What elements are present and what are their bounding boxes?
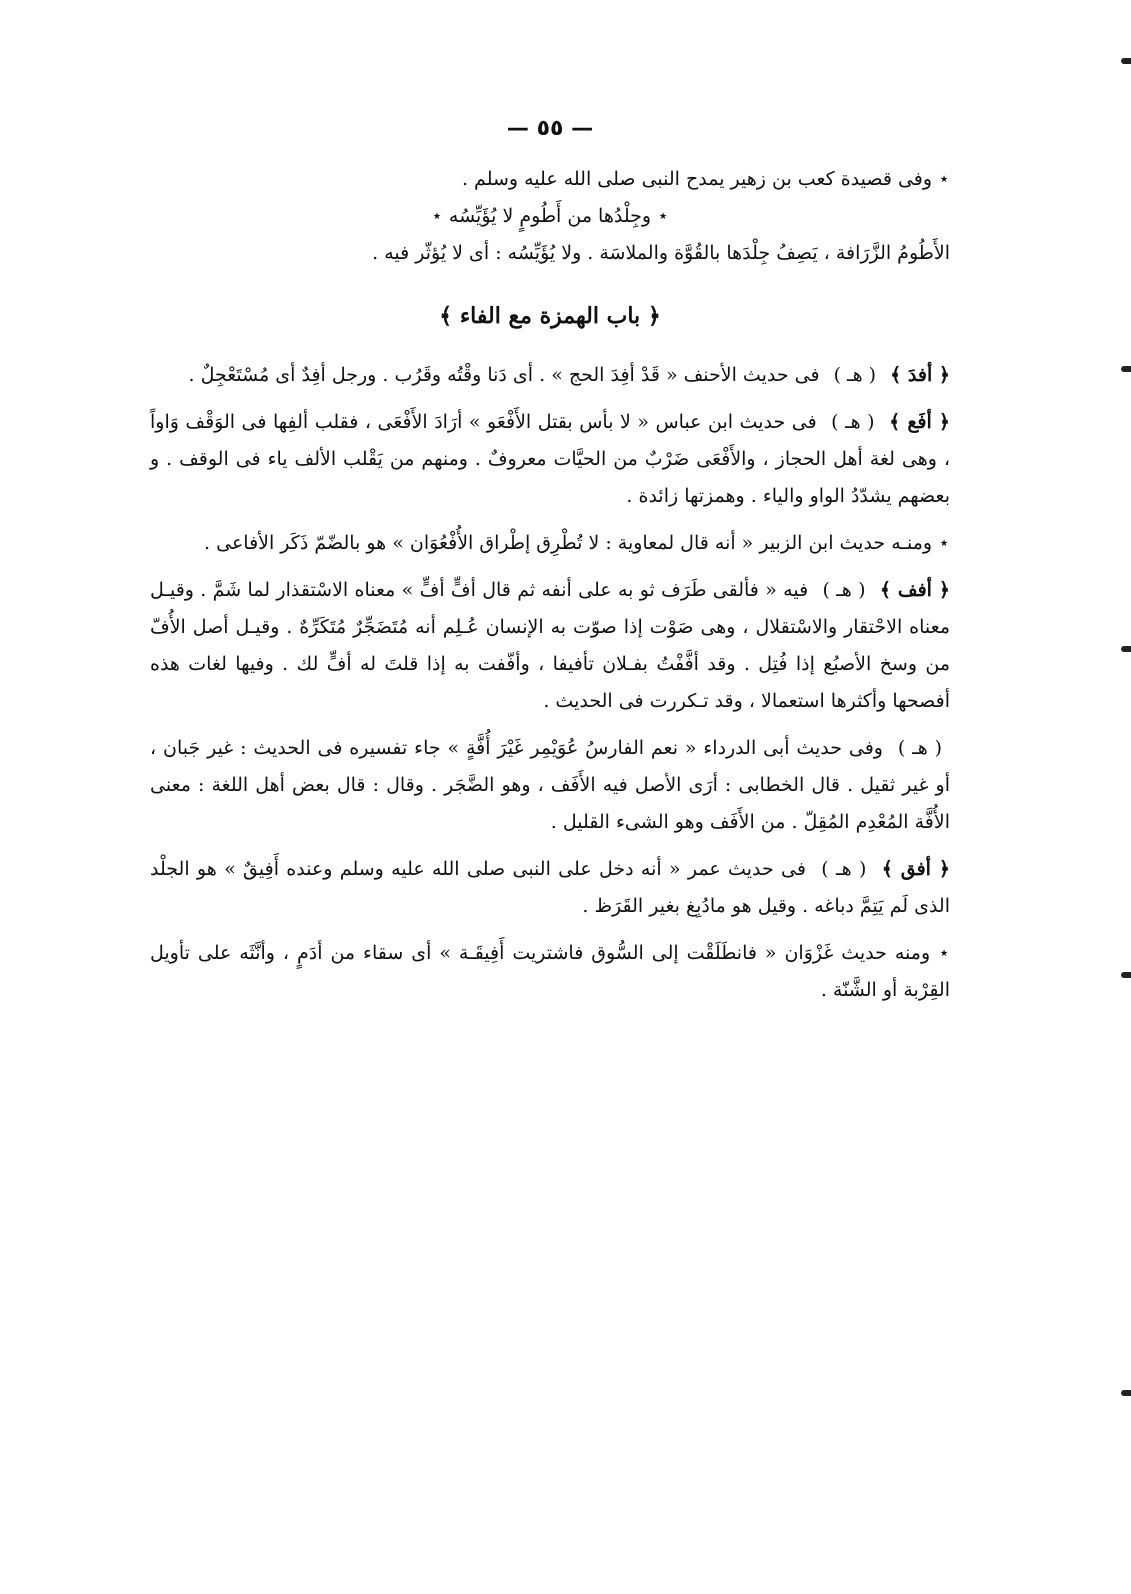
entry-afa-subentry <box>150 525 950 562</box>
entry-marker: ( هـ ) <box>822 579 866 601</box>
page-edge-mark <box>1121 1390 1131 1396</box>
entry-aff-subentry <box>150 730 950 841</box>
entry-afa <box>150 404 950 515</box>
entry-aff <box>150 572 950 720</box>
entry-text: فيه « فألقى طَرَف ثو به على أنفه ثم قال أفٍّ أفٍّ » معناه الاسْتقذار لما شَمَّ . وقيـل معناه الاحْتقار والاسْتقلال ، وهى صَوْت إذا صوّت به الإنسان عُـلِم أنه مُتَضَجِّرٌ مُتَكَرِّهٌ . وقيـل أصل الأُفّ من وسخ الأصبُع إذا فُتِل . وقد أفَّفْتُ بفـلان تأفيفا ، وأفّفت به إذا قلتَ له أفٍّ لك . وفيها لغات هذه أفصحها وأكثرها استعمالا ، وقد تـكررت فى الحديث . <box>150 579 950 712</box>
entry-marker: ( هـ ) <box>833 364 877 386</box>
section-heading: ﴿ باب الهمزة مع الفاء ﴾ <box>439 303 661 329</box>
page-edge-mark <box>1121 58 1131 64</box>
entry-headword: ﴿ أفَع ﴾ <box>889 411 951 433</box>
entry-text: وفى حديث أبى الدرداء « نعم الفارسُ عُوَيْمِر غَيْرَ أُفَّةٍ » جاء تفسيره فى الحديث : غير جَبان ، أو غير ثقيل . قال الخطابى : أرَى الأصل فيه الأَفَف ، وهو الضَّجَر . وقال : قال بعض أهل اللغة : معنى الأُفَّة المُعْدِم المُقِلّ . من الأَفَف وهو الشىء القليل . <box>150 737 950 833</box>
entry-text: فى حديث عمر « أنه دخل على النبى صلى الله عليه وسلم وعنده أَفِيقٌ » هو الجلْد الذى لَم يَتِمَّ دباغه . وقيل هو مادُبِغ بغير القَرَظ . <box>150 858 950 917</box>
entry-headword: ﴿ أفق ﴾ <box>881 858 950 880</box>
page-edge-mark <box>1121 366 1131 372</box>
entry-headword: ﴿ أفدَ ﴾ <box>890 364 950 386</box>
entry-text: فى حديث ابن عباس « لا بأس بقتل الأَفْعَو » أرَادَ الأَفْعَى ، فقلب ألفِها فى الوَقْف وَاواً ، وهى لغة أهل الحجاز ، والأَفْعَى ضَرْبٌ من الحيَّات معروفٌ . ومنهم من يَقْلب الألف ياء فى الوقف . و بعضهم يشدّدُ الواو والياء . وهمزتها زائدة . <box>150 411 950 507</box>
page-edge-mark <box>1121 972 1131 978</box>
entry-marker: ( هـ ) <box>821 858 867 880</box>
intro-line: ⋆ وفى قصيدة كعب بن زهير يمدح النبى صلى الله عليه وسلم . <box>461 168 950 190</box>
entry-marker: ( هـ ) <box>897 737 942 759</box>
document-page <box>150 110 950 1019</box>
entry-afaq-subentry <box>150 935 950 1009</box>
verse-gloss: الأَطُومُ الزَّرَافة ، يَصِفُ جِلْدَها بالقُوَّة والملاسَة . ولا يُؤَيِّسُه : أى لا يُؤثّر فيه . <box>372 242 950 264</box>
page-edge-mark <box>1121 646 1131 652</box>
entry-afaq <box>150 851 950 925</box>
poem-verse: ⋆ وجِلْدُها من أَطُومٍ لا يُؤَيِّسُه ⋆ <box>430 205 669 227</box>
page-number: — ٥٥ — <box>506 116 594 141</box>
entry-headword: ﴿ أفف ﴾ <box>879 579 950 601</box>
entry-text: ⋆ ومنه حديث غَزْوَان « فانطَلَقْت إلى السُّوق فاشتريت أَفِيقَـة » أى سقاء من أدَمٍ ، وأنَّثَه على تأويل القِرْبة أو الشَّنّة . <box>150 942 950 1001</box>
entry-marker: ( هـ ) <box>831 411 875 433</box>
entry-text: فى حديث الأحنف « قَدْ أفِدَ الحج » . أى دَنا وقْتُه وقَرُب . ورجل أفِدٌ أى مُسْتَعْجِلٌ . <box>188 364 820 386</box>
entry-text: ⋆ ومنـه حديث ابن الزبير « أنه قال لمعاوية : لا تُطْرِق إطْراق الأُفْعُوَان » هو بالضّمّ ذَكَر الأفاعى . <box>204 532 950 554</box>
entry-afad <box>150 357 950 394</box>
